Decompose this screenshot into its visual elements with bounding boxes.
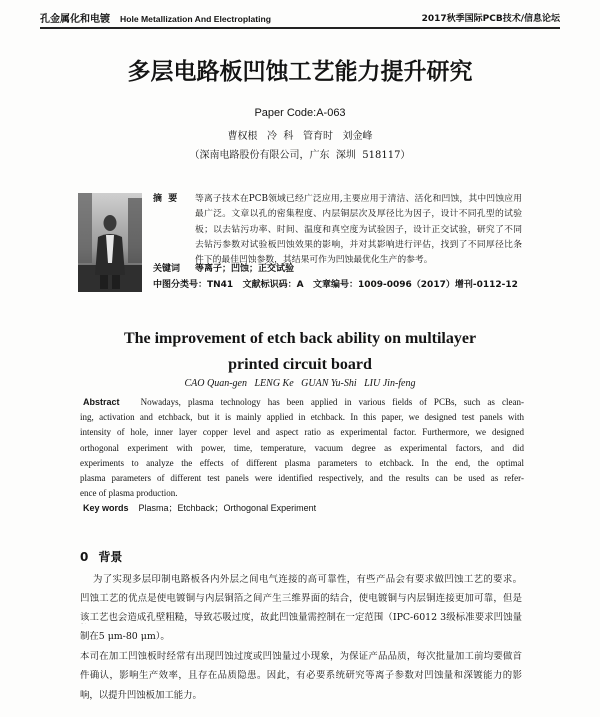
classification-line: 中图分类号：TN41 文献标识码：A 文章编号：1009-0096（2017）增刊-0112-12: [153, 280, 518, 290]
header-section-en: Hole Metallization And Electroplating: [120, 14, 272, 24]
abstract-en-line: [80, 396, 524, 408]
body-line: 凹蚀工艺的优点是使电镀铜与内层铜箔之间产生三维界面的结合，使电镀铜与内层铜连接更加可靠，但是: [80, 593, 522, 604]
keywords-en-value: Plasma；Etchback；Orthogonal Experiment: [138, 503, 317, 513]
body-line: 本司在加工凹蚀板时经常有出现凹蚀过度或凹蚀量过小现象，为保证产品品质，每次批量加工前均要做首: [80, 651, 522, 662]
body-line: 制在5 μm-80 μm）。: [80, 631, 170, 642]
keywords-cn-value: 等离子；凹蚀；正交试验: [195, 264, 295, 274]
body-line: 响，以提升凹蚀板加工能力。: [80, 690, 202, 701]
paper-title-cn: 多层电路板凹蚀工艺能力提升研究: [127, 59, 473, 85]
header-forum-name: 2017秋季国际PCB技术/信息论坛: [421, 14, 560, 24]
abstract-cn-line: 板；以去钻污功率、时间、温度和真空度为试验因子，设计正交试验，研究了不同: [195, 225, 522, 235]
abstract-cn-line: 去钻污参数对试验板凹蚀效果的影响，并对其影响进行评估，找到了不同厚径比条: [195, 240, 522, 250]
authors-en: CAO Quan-gen LENG Ke GUAN Yu-Shi LIU Jin-feng: [184, 378, 416, 389]
paper-code: Paper Code:A-063: [254, 107, 346, 119]
section-number: 0: [80, 550, 89, 564]
keywords-en-label: Key words: [83, 503, 129, 513]
section-heading: [80, 550, 122, 564]
paper-title-en-line: printed circuit board: [228, 356, 372, 373]
body-line: 件确认，影响生产效率，且存在品质隐患。因此，有必要系统研究等离子参数对凹蚀量和深镀能力的影: [80, 670, 522, 681]
abstract-cn-label: 摘 要: [153, 194, 178, 204]
abstract-en-line: experiments to analyze the effects of different plasma parameters to etchback. In the end, the optimal: [80, 458, 524, 468]
abstract-cn-line: 最广泛。文章以孔的密集程度、内层铜层次及厚径比为因子，设计不同孔型的试验: [195, 209, 522, 219]
abstract-en-line: plasma parameters of different test panels were identified respectively, and the results can be used as refer-: [80, 473, 524, 483]
abstract-en-label: Abstract: [83, 397, 120, 407]
abstract-en-line: intensity of hole, inner layer copper level and aspect ratio as experimental factor. Furthermore, we designed: [80, 427, 524, 437]
paper-title-en-line: The improvement of etch back ability on multilayer: [123, 330, 477, 347]
section-title: 背景: [98, 550, 123, 564]
body-line: 该工艺也会造成孔壁粗糙，导致芯吸过度，故此凹蚀量需控制在一定范围（IPC-6012 3级标准要求凹蚀量: [80, 612, 522, 623]
abstract-cn-line: 件下的最佳凹蚀参数，其结果可作为凹蚀最优化生产的参考。: [195, 255, 433, 265]
running-header-section: [40, 13, 271, 26]
abstract-en-line: ing, activation and etchback, but it is mainly applied in etchback. In this paper, we designed test panels with: [80, 412, 524, 422]
author-photo: [78, 193, 142, 292]
abstract-en-text: Nowadays, plasma technology has been applied in various fields of PCBs, such as clean-: [140, 397, 524, 407]
abstract-en-line: orthogonal experiment with power, time, temperature, vacuum degree as experimental factors, and did: [80, 443, 524, 453]
keywords-en: [83, 502, 316, 514]
header-rule: [40, 27, 560, 29]
abstract-en-line: ence of plasma production.: [80, 488, 178, 498]
body-line: 为了实现多层印制电路板各内外层之间电气连接的高可靠性，有些产品会有要求做凹蚀工艺的要求。: [93, 574, 522, 585]
abstract-cn-line: 等离子技术在PCB领域已经广泛应用,主要应用于清洁、活化和凹蚀，其中凹蚀应用: [195, 194, 522, 204]
authors-cn: 曹权根 冷 科 管育时 刘金峰: [227, 131, 373, 142]
header-section-cn: 孔金属化和电镀: [40, 14, 110, 25]
affiliation-cn: （深南电路股份有限公司，广东 深圳 518117）: [189, 150, 411, 161]
keywords-cn-label: 关键词: [153, 264, 181, 274]
